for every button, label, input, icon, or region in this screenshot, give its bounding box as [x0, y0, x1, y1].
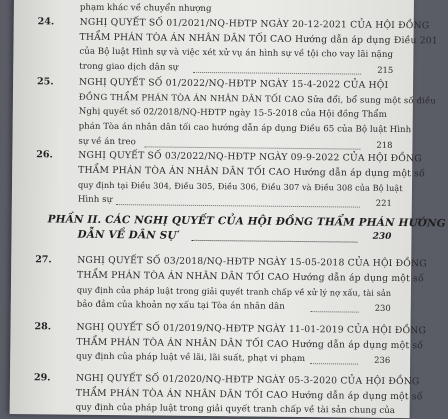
toc-line: sự về án treo: [78, 136, 136, 148]
page-number: 236: [374, 354, 391, 365]
toc-line: THẨM PHÁN TÒA ÁN NHÂN DÂN TỐI CAO Hướng dẫn áp dụng một số: [78, 164, 425, 180]
toc-line: của Bộ luật Hình sự và việc xét xử vụ án hình sự về tội cho vay lãi nặng: [79, 46, 394, 60]
toc-entry-28: [11, 321, 427, 365]
toc-line: ĐỒNG THẨM PHÁN TÒA ÁN NHÂN DÂN TỐI CAO Sửa đổi, bổ sung một số điều: [78, 91, 437, 106]
toc-line: NGHỊ QUYẾT SỐ 01/2019/NQ-HĐTP NGÀY 11-01-2019 CỦA HỘI ĐỒNG: [76, 321, 427, 337]
toc-line: quy định tại Điều 304, Điều 305, Điều 306, Điều 307 và Điều 308 của Bộ luật: [77, 179, 403, 194]
leader-dots: [144, 138, 360, 149]
toc-line: phạm khác về chuyển nhượng: [79, 2, 212, 15]
toc-line: THẨM PHÁN TÒA ÁN NHÂN DÂN TỐI CAO Hướng dẫn áp dụng một số: [76, 336, 424, 352]
page-number: 221: [375, 197, 392, 208]
page-number: 218: [376, 139, 393, 150]
entry-number: 29.: [33, 372, 51, 384]
toc-line: NGHỊ QUYẾT SỐ 03/2018/NQ-HĐTP NGÀY 15-05-2018 CỦA HỘI ĐỒNG: [77, 254, 427, 270]
toc-entry-29: [10, 372, 423, 417]
toc-line: Nghị quyết số 02/2018/NQ-HĐTP ngày 15-5-2018 của Hội đồng Thẩm: [78, 106, 387, 120]
entry-number: 28.: [34, 321, 52, 333]
entry-number: 25.: [37, 76, 54, 88]
toc-line: NGHỊ QUYẾT SỐ 03/2022/NQ-HĐTP NGÀY 09-9-2022 CỦA HỘI ĐỒNG: [78, 149, 422, 165]
entry-number: 24.: [37, 16, 55, 28]
toc-line: quy định của pháp luật về lãi, lãi suất, phạt vi phạm: [76, 351, 306, 365]
toc-line: bảo đảm của khoản nợ xấu tại Tòa án nhân dân: [76, 299, 285, 312]
toc-line: Hình sự: [77, 194, 113, 206]
leader-dots: [311, 303, 359, 313]
toc-entry-24: [14, 16, 438, 75]
page-number: 215: [377, 64, 394, 75]
toc-entry-27: [11, 254, 427, 313]
toc-entry-25: [13, 76, 437, 150]
entry-number: 27.: [35, 254, 52, 266]
toc-entry-continuation: [14, 2, 414, 15]
leader-dots: [310, 355, 358, 365]
entry-number: 26.: [36, 149, 53, 161]
part-heading-line: DẪN VỀ DÂN SỰ: [77, 228, 177, 242]
toc-line: THẨM PHÁN TÒA ÁN NHÂN DÂN TỐI CAO Hướng dẫn áp dụng một số: [77, 269, 424, 285]
toc-line: THẨM PHÁN TÒA ÁN NHÂN DÂN TỐI CAO Hướng dẫn áp dụng một số: [75, 387, 423, 403]
toc-line: quy định của pháp luật trong giải quyết tranh chấp về tài sản chung của: [75, 402, 396, 417]
page-number: 230: [374, 302, 391, 313]
toc-line: NGHỊ QUYẾT SỐ 01/2021/NQ-HĐTP NGÀY 20-12-2021 CỦA HỘI ĐỒNG: [79, 16, 430, 32]
part-heading-line: PHẦN II. CÁC NGHỊ QUYẾT CỦA HỘI ĐỒNG THẨM PHÁN HƯỚNG: [47, 213, 446, 230]
toc-line: phán Tòa án nhân dân tối cao hướng dẫn áp dụng Điều 65 của Bộ luật Hình: [78, 121, 412, 136]
toc-line: quy định của pháp luật trong giải quyết tranh chấp về xử lý nợ xấu, tài sản: [76, 284, 392, 298]
leader-dots: [191, 232, 357, 243]
leader-dots: [116, 196, 360, 208]
leader-dots: [193, 64, 361, 75]
toc-line: trong giao dịch dân sự: [79, 61, 179, 73]
toc-line: NGHỊ QUYẾT SỐ 01/2022/NQ-HĐTP NGÀY 15-4-2022 CỦA HỘI: [79, 76, 389, 91]
toc-entry-26: [12, 149, 425, 208]
page-number: 230: [372, 231, 392, 242]
toc-line: THẨM PHÁN TÒA ÁN NHÂN DÂN TỐI CAO Hướng dẫn áp dụng Điều 201: [79, 31, 438, 47]
toc-line: NGHỊ QUYẾT SỐ 01/2020/NQ-HĐTP NGÀY 05-3-2020 CỦA HỘI ĐỒNG: [75, 372, 420, 388]
book-page: [10, 0, 446, 418]
